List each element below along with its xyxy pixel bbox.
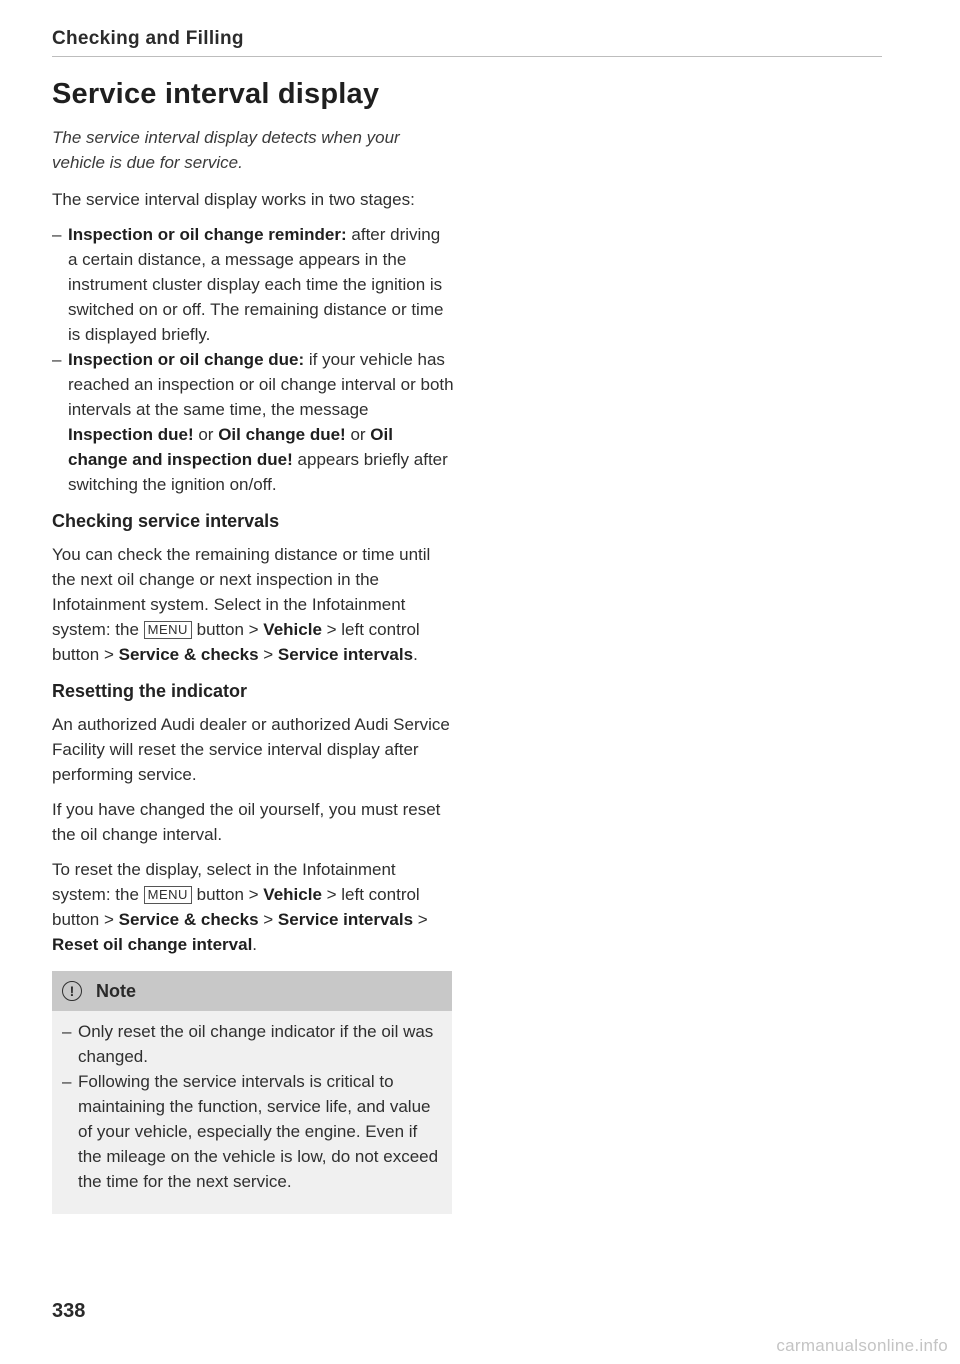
note-title: Note [96,980,136,1001]
dash-mark: – [52,225,62,244]
note-list [62,1019,442,1194]
dash-mark: – [62,1022,72,1041]
text-run: . [413,645,418,664]
text-run: > [413,910,428,929]
list-item [62,1019,442,1069]
stage-term: Inspection or oil change due: [68,350,305,369]
text-run: button > [191,885,264,904]
reset-paragraph-2: If you have changed the oil yourself, you must reset the oil change interval. [52,800,441,844]
reset-paragraph-3 [52,857,454,957]
connector-text: or [193,425,219,444]
text-run: > [258,645,278,664]
message-both-due: Oil change and inspection due! [68,425,393,469]
list-item [52,347,454,497]
stage-term: Inspection or oil change reminder: [68,225,347,244]
message-oil-change-due: Oil change due! [218,425,346,444]
stage-text-tail: appears briefly after switching the ignition on/off. [68,450,448,494]
reset-paragraph-1: An authorized Audi dealer or authorized Audi Service Facility will reset the service interval display after performing service. [52,715,450,784]
text-run: button > [191,620,264,639]
stages-text: The service interval display works in two stages: [52,190,415,209]
check-heading: Checking service intervals [52,511,280,531]
main-column [52,74,454,1214]
dash-mark: – [52,350,62,369]
note-header [52,971,452,1011]
note-item-text: Only reset the oil change indicator if the oil was changed. [78,1022,434,1066]
text-run: To reset the display, select in the Infotainment system: the [52,860,396,904]
text-run: > [258,910,278,929]
note-body [52,1011,452,1214]
dash-mark: – [62,1072,72,1091]
page-number: 338 [52,1300,86,1322]
menu-vehicle: Vehicle [263,885,322,904]
menu-reset-oil-change-interval: Reset oil change interval [52,935,253,954]
note-box [52,971,452,1214]
watermark: carmanualsonline.info [776,1336,948,1355]
list-item [52,222,454,347]
message-inspection-due: Inspection due! [68,425,194,444]
stages-list [52,222,454,497]
stage-text: if your vehicle has reached an inspection or oil change interval or both intervals at the same time, the message [68,350,454,419]
text-run: > left control button > [52,885,420,929]
section-header: Checking and Filling [52,28,244,49]
menu-key: MENU [144,621,192,639]
menu-service-intervals: Service intervals [277,645,414,664]
text-run: > left control button > [52,620,420,664]
check-paragraph [52,542,454,667]
list-item [62,1069,442,1194]
menu-service-checks: Service & checks [118,910,259,929]
page-title: Service interval display [52,78,380,110]
note-item-text: Following the service intervals is critical to maintaining the function, service life, and value of your vehicle, especially the engine. Even if the mileage on the vehicle is low, do not exceed the time for the next service. [78,1072,439,1191]
header-divider [52,56,882,57]
menu-vehicle: Vehicle [263,620,322,639]
exclamation-circle-icon: ! [62,981,82,1001]
text-run: . [252,935,258,954]
menu-key: MENU [144,886,192,904]
intro-text: The service interval display detects when your vehicle is due for service. [52,128,400,172]
connector-text: or [345,425,371,444]
stage-text: after driving a certain distance, a message appears in the instrument cluster display each time the ignition is switched on or off. The remaining distance or time is displayed briefly. [68,225,444,344]
reset-heading: Resetting the indicator [52,681,248,701]
menu-service-checks: Service & checks [118,645,259,664]
text-run: You can check the remaining distance or time until the next oil change or next inspection in the Infotainment system. Select in the Infotainment system: the [52,545,431,639]
menu-service-intervals: Service intervals [277,910,414,929]
